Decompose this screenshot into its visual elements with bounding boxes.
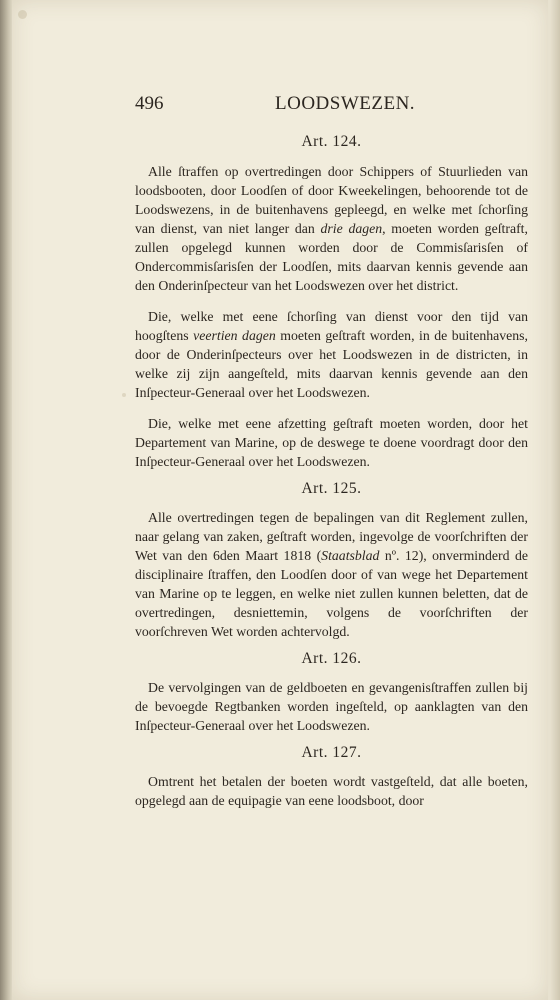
text-run: Die, welke met eene ſchorſing van dienst voor den tijd van hoogſtens <box>135 309 528 343</box>
article-heading: Art. 127. <box>301 744 362 761</box>
paragraph: Die, welke met eene afzetting geſtraft moeten worden, door het Departement van Marine, op de deswege te doene voordragt door den Inſpecteur-Generaal over het Loodswezen. <box>135 416 528 469</box>
text-run: moeten geſtraft worden, in de buitenhavens, door de Onderinſpecteurs over het Loodswezen in de districten, in welke zij zijn aangeſteld, mits daarvan kennis gevende aan den Inſpecteur-Generaal over het Loodswezen. <box>135 328 528 400</box>
page-edge <box>550 0 560 1000</box>
page-number: 496 <box>135 93 164 114</box>
text-run: , moeten worden geſtraft, zullen opgelegd kunnen worden door de Commisſarisſen of Ondercommisſarisſen der Loodſen, mits daarvan kennis gevende aan den Onderinſpecteur van het Loodswezen over het district. <box>135 221 528 293</box>
page-header <box>135 93 515 123</box>
italic-text: Staatsblad <box>321 548 380 563</box>
text-run: Alle ſtraffen op overtredingen door Schippers of Stuurlieden van loodsbooten, door Loodſen of door Kweekelingen, behoorende tot de Loodswezens, in de buitenhavens gepleegd, en welke met ſchorſing van dienst, van niet langer dan <box>135 164 528 236</box>
italic-text: veertien dagen <box>193 328 276 343</box>
foxing-spot <box>122 393 126 397</box>
paragraph <box>135 162 528 295</box>
running-head: LOODSWEZEN. <box>275 93 416 114</box>
article-heading: Art. 124. <box>301 133 362 150</box>
paragraph <box>135 508 528 641</box>
article-heading: Art. 125. <box>301 480 362 497</box>
article-heading: Art. 126. <box>301 650 362 667</box>
paragraph: Omtrent het betalen der boeten wordt vastgeſteld, dat alle boeten, opgelegd aan de equipagie van eene loodsboot, door <box>135 774 528 808</box>
foxing-spot <box>18 10 27 19</box>
paragraph: De vervolgingen van de geldboeten en gevangenisſtraffen zullen bij de bevoegde Regtbanken worden ingeſteld, op aanklagten van den Inſpecteur-Generaal over het Loodswezen. <box>135 680 528 733</box>
text-run: Alle overtredingen tegen de bepalingen van dit Reglement zullen, naar gelang van zaken, geſtraft worden, ingevolge de voorſchriften der Wet van den 6den Maart 1818 ( <box>135 510 528 563</box>
italic-text: drie dagen <box>320 221 383 236</box>
text-run: nº. 12), onverminderd de disciplinaire ſtraffen, den Loodſen door of van wege het Departement van Marine op te leggen, en welke niet zullen kunnen beletten, dat de overtredingen, desniettemin, volgens de voorſchriften der voorſchreven Wet worden achtervolgd. <box>135 548 528 639</box>
paragraph <box>135 307 528 402</box>
body-text <box>135 128 528 814</box>
